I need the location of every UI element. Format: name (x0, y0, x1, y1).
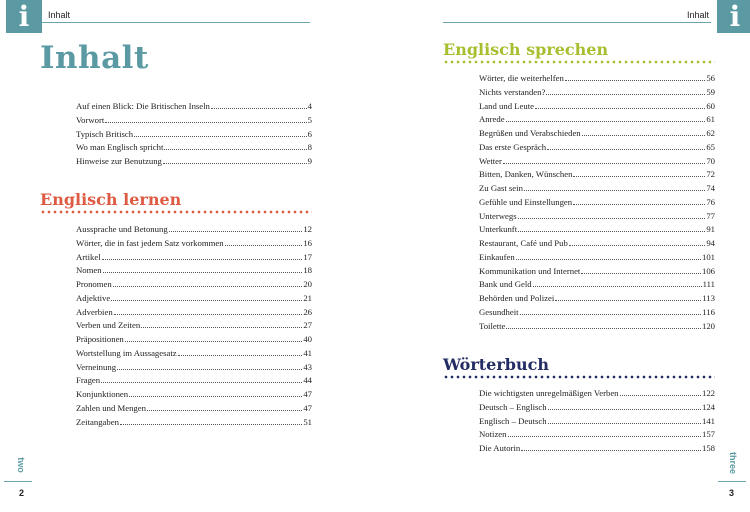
toc-dot-leader (117, 369, 302, 370)
toc-dot-leader (125, 341, 303, 342)
toc-dot-leader (582, 135, 706, 136)
toc-entry-label: Einkaufen (479, 251, 515, 262)
toc-entry-label: Wortstellung im Aussagesatz (76, 347, 177, 358)
toc-intro-list (76, 100, 312, 169)
section-dot-rule (443, 375, 715, 379)
toc-entry-page: 141 (701, 415, 715, 426)
toc-entry (479, 278, 715, 292)
toc-entry-label: Das erste Gespräch (479, 141, 547, 152)
toc-entry-label: Deutsch – Englisch (479, 401, 547, 412)
toc-entry-label: Bank und Geld (479, 279, 532, 290)
toc-entry-page: 59 (706, 86, 715, 97)
toc-entry-label: Die wichtigsten unregelmäßigen Verben (479, 388, 619, 398)
toc-entry-page: 21 (303, 292, 312, 303)
toc-entry-label: Unterkunft (479, 224, 518, 235)
toc-dot-leader (101, 382, 302, 383)
toc-entry-label: Zahlen und Mengen (76, 402, 146, 413)
toc-dot-leader (225, 245, 303, 246)
toc-entry-label: Typisch Britisch (76, 128, 134, 139)
toc-entry-page: 101 (701, 251, 715, 262)
footer-rule-left (4, 481, 32, 482)
toc-dot-leader (147, 410, 302, 411)
toc-entry (76, 402, 312, 416)
toc-dot-leader (581, 273, 701, 274)
toc-entry-label: Nichts verstanden? (479, 86, 546, 97)
toc-entry-label: Land und Leute (479, 100, 535, 111)
toc-dot-leader (114, 314, 303, 315)
toc-entry-page: 9 (307, 156, 312, 166)
toc-entry (76, 278, 312, 292)
toc-entry-label: Die Autorin (479, 443, 521, 453)
toc-entry (76, 100, 312, 114)
toc-dot-leader (569, 245, 706, 246)
toc-entry-label: Pronomen (76, 279, 112, 289)
toc-entry-label: Aussprache und Betonung (76, 224, 168, 234)
toc-entry (76, 416, 312, 430)
toc-entry-label: Zu Gast sein (479, 183, 523, 193)
toc-entry (76, 361, 312, 375)
section-dot-rule (443, 60, 715, 64)
toc-entry (479, 141, 715, 155)
toc-entry-page: 113 (702, 293, 715, 303)
toc-dot-leader (120, 424, 302, 425)
toc-entry-label: Kommunikation und Internet (479, 265, 581, 276)
toc-entry-label: Bitten, Danken, Wünschen (479, 169, 573, 180)
toc-entry-label: Adjektive (76, 292, 111, 303)
toc-entry-page: 4 (307, 101, 312, 111)
toc-entry-page: 122 (701, 388, 715, 398)
toc-entry-label: Gesundheit (479, 306, 519, 317)
toc-dot-leader (535, 108, 705, 109)
toc-entry-label: Restaurant, Café und Pub (479, 238, 568, 248)
toc-dot-leader (164, 149, 306, 150)
toc-entry-page: 56 (706, 73, 715, 83)
toc-dot-leader (518, 218, 706, 219)
toc-entry-label: Wo man Englisch spricht (76, 142, 164, 153)
toc-entry-page: 120 (701, 320, 715, 331)
toc-entry (76, 333, 312, 347)
toc-entry-label: Verneinung (76, 361, 117, 372)
toc-dot-leader (102, 259, 303, 260)
toc-entry (479, 182, 715, 196)
toc-entry (479, 320, 715, 334)
toc-dot-leader (516, 259, 701, 260)
toc-dot-leader (113, 286, 303, 287)
toc-entry (479, 428, 715, 442)
toc-dot-leader (548, 423, 701, 424)
toc-entry-page: 157 (701, 429, 715, 440)
toc-entry-page: 27 (303, 320, 312, 331)
toc-entry-label: Wörter, die weiterhelfen (479, 73, 564, 83)
toc-entry-page: 26 (303, 306, 312, 317)
toc-dot-leader (573, 176, 705, 177)
toc-entry-label: Vorwort (76, 114, 105, 125)
toc-entry (479, 196, 715, 210)
toc-entry (76, 223, 312, 237)
toc-entry (479, 251, 715, 265)
toc-entry-label: Anrede (479, 114, 505, 125)
toc-dot-leader (105, 122, 306, 123)
toc-entry (76, 374, 312, 388)
toc-entry (479, 113, 715, 127)
toc-entry (76, 141, 312, 155)
toc-dot-leader (508, 436, 701, 437)
toc-entry (76, 114, 312, 128)
toc-dot-leader (211, 108, 307, 109)
toc-entry-page: 111 (702, 279, 715, 290)
toc-entry (76, 306, 312, 320)
toc-entry (479, 100, 715, 114)
toc-entry (479, 86, 715, 100)
toc-entry-page: 40 (303, 334, 312, 344)
info-icon: i (6, 0, 42, 33)
toc-entry-page: 43 (303, 361, 312, 372)
toc-entry-label: Begrüßen und Verabschieden (479, 128, 581, 138)
toc-dot-leader (533, 286, 702, 287)
side-tab-label-right: three (728, 451, 738, 474)
toc-dot-leader (547, 149, 705, 150)
toc-dot-leader (503, 163, 705, 164)
toc-dot-leader (521, 450, 701, 451)
toc-entry (479, 401, 715, 415)
toc-entry-label: Englisch – Deutsch (479, 415, 547, 426)
toc-entry (76, 292, 312, 306)
toc-entry-page: 62 (706, 128, 715, 138)
toc-entry (76, 155, 312, 169)
toc-sprechen-list (479, 72, 715, 333)
toc-entry (479, 306, 715, 320)
toc-entry-page: 72 (706, 169, 715, 180)
toc-entry-page: 76 (706, 196, 715, 207)
toc-entry (479, 292, 715, 306)
toc-dot-leader (548, 409, 701, 410)
toc-dot-leader (555, 300, 701, 301)
toc-dot-leader (178, 355, 303, 356)
toc-dot-leader (129, 396, 302, 397)
toc-entry-page: 12 (303, 224, 312, 234)
toc-entry (479, 168, 715, 182)
toc-entry (76, 388, 312, 402)
toc-dot-leader (620, 395, 701, 396)
toc-entry-label: Fragen (76, 375, 101, 386)
toc-lernen-list (76, 223, 312, 429)
toc-entry (479, 210, 715, 224)
toc-dot-leader (134, 136, 307, 137)
toc-entry-label: Präpositionen (76, 334, 124, 344)
toc-entry-page: 16 (303, 237, 312, 248)
toc-entry-page: 116 (702, 306, 715, 317)
toc-entry-label: Zeitangaben (76, 416, 119, 427)
toc-entry-label: Notizen (479, 429, 507, 440)
toc-entry-page: 61 (706, 114, 715, 125)
toc-dot-leader (573, 204, 705, 205)
footer-rule-right (718, 481, 746, 482)
toc-dot-leader (565, 80, 706, 81)
info-icon: i (717, 0, 750, 33)
toc-entry (479, 223, 715, 237)
toc-entry-page: 47 (303, 402, 312, 413)
toc-entry (479, 265, 715, 279)
toc-entry-page: 60 (706, 100, 715, 111)
toc-entry-page: 18 (303, 265, 312, 276)
toc-entry (76, 251, 312, 265)
toc-entry-page: 106 (701, 265, 715, 276)
toc-entry-page: 41 (303, 347, 312, 358)
toc-entry (479, 72, 715, 86)
toc-entry (76, 319, 312, 333)
header-rule-left (42, 22, 310, 23)
toc-entry-page: 124 (701, 401, 715, 412)
section-title-woerterbuch: Wörterbuch (443, 355, 549, 374)
running-header-right: Inhalt (686, 10, 709, 20)
toc-entry (479, 155, 715, 169)
toc-entry-page: 44 (303, 375, 312, 386)
header-rule-right (443, 22, 711, 23)
toc-dot-leader (169, 231, 303, 232)
toc-entry-page: 17 (303, 251, 312, 262)
toc-entry (479, 442, 715, 456)
toc-entry-label: Wetter (479, 155, 502, 166)
toc-entry-label: Nomen (76, 265, 102, 276)
toc-entry-label: Konjunktionen (76, 389, 129, 399)
toc-dot-leader (111, 300, 302, 301)
section-title-englisch-sprechen: Englisch sprechen (443, 40, 609, 59)
toc-dot-leader (518, 231, 705, 232)
page-title: Inhalt (40, 40, 149, 76)
toc-dot-leader (103, 272, 303, 273)
toc-dot-leader (141, 327, 302, 328)
toc-entry-page: 51 (303, 416, 312, 427)
toc-entry-label: Toilette (479, 320, 506, 331)
toc-entry (479, 387, 715, 401)
toc-entry-page: 47 (303, 389, 312, 399)
page-number-right: 3 (729, 488, 735, 498)
toc-entry-page: 94 (706, 238, 715, 248)
toc-entry (76, 237, 312, 251)
toc-dot-leader (506, 121, 706, 122)
section-title-englisch-lernen: Englisch lernen (40, 190, 182, 209)
toc-entry-label: Artikel (76, 251, 101, 262)
toc-entry-label: Unterwegs (479, 210, 517, 221)
toc-dot-leader (520, 314, 702, 315)
toc-entry-label: Hinweise zur Benutzung (76, 156, 162, 166)
toc-entry-label: Wörter, die in fast jedem Satz vorkommen (76, 237, 224, 248)
toc-entry (76, 128, 312, 142)
toc-entry-page: 5 (307, 114, 312, 125)
toc-entry-page: 20 (303, 279, 312, 289)
toc-entry-label: Gefühle und Einstellungen (479, 196, 573, 207)
toc-entry (479, 127, 715, 141)
toc-dot-leader (524, 190, 705, 191)
toc-entry (76, 347, 312, 361)
toc-entry-label: Adverbien (76, 306, 113, 317)
running-header-left: Inhalt (48, 10, 71, 20)
toc-entry-page: 158 (701, 443, 715, 453)
toc-entry-page: 91 (706, 224, 715, 235)
toc-entry-page: 74 (706, 183, 715, 193)
toc-entry-page: 6 (307, 128, 312, 139)
toc-dot-leader (546, 94, 705, 95)
toc-entry (479, 237, 715, 251)
toc-entry (479, 415, 715, 429)
toc-entry-label: Behörden und Polizei (479, 293, 555, 303)
side-tab-label-left: two (16, 457, 26, 473)
toc-entry-page: 8 (307, 142, 312, 153)
toc-entry-page: 65 (706, 141, 715, 152)
toc-dot-leader (506, 328, 701, 329)
toc-entry-page: 70 (706, 155, 715, 166)
toc-entry (76, 264, 312, 278)
toc-dot-leader (163, 163, 307, 164)
toc-woerterbuch-list (479, 387, 715, 456)
toc-entry-label: Verben und Zeiten (76, 320, 141, 331)
page-number-left: 2 (19, 488, 25, 498)
section-dot-rule (40, 210, 312, 214)
toc-entry-page: 77 (706, 210, 715, 221)
toc-entry-label: Auf einen Blick: Die Britischen Inseln (76, 101, 210, 111)
